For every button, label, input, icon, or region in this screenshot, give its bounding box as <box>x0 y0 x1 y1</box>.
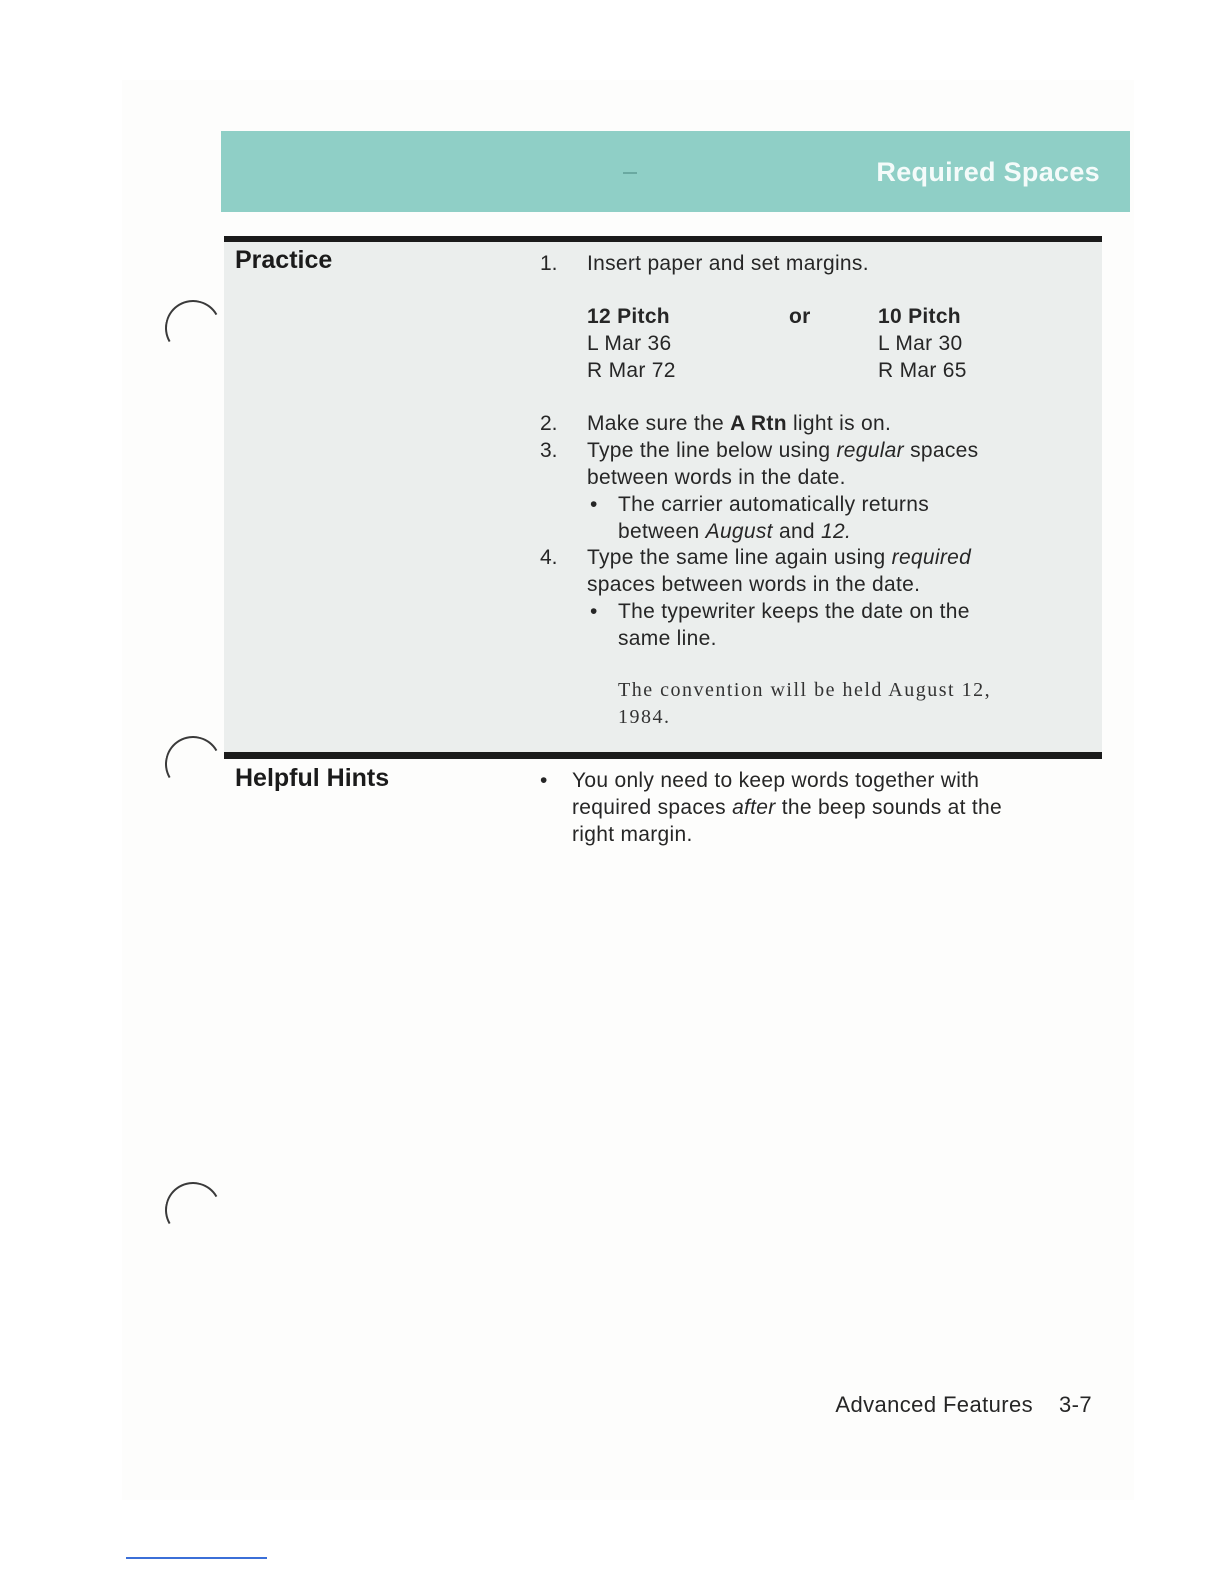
hint-line1: You only need to keep words together with <box>572 769 980 792</box>
pitch-or: or <box>789 305 811 328</box>
bullet-dot: • <box>540 769 548 792</box>
step-3-text: Type the line below using regular spaces <box>587 439 979 462</box>
step-4-text-line2: spaces between words in the date. <box>587 573 921 596</box>
pitch-12-left-margin: L Mar 36 <box>587 332 672 355</box>
pitch-10-left-margin: L Mar 30 <box>878 332 963 355</box>
header-mark <box>623 172 637 174</box>
practice-heading: Practice <box>235 246 333 274</box>
page-number: 3-7 <box>1059 1392 1092 1417</box>
underline-mark <box>126 1557 267 1559</box>
step-3-bullet-line2: between August and 12. <box>618 520 852 543</box>
step-number: 1. <box>540 252 558 275</box>
step-1-text: Insert paper and set margins. <box>587 252 869 275</box>
step-number: 4. <box>540 546 558 569</box>
step-3-text-line2: between words in the date. <box>587 466 846 489</box>
pitch-10-right-margin: R Mar 65 <box>878 359 967 382</box>
bullet-dot: • <box>590 493 598 516</box>
step-4-bullet-line2: same line. <box>618 627 717 650</box>
step-4-bullet-line1: The typewriter keeps the date on the <box>618 600 970 623</box>
hint-line3: right margin. <box>572 823 693 846</box>
helpful-hints-heading: Helpful Hints <box>235 764 390 792</box>
step-number: 3. <box>540 439 558 462</box>
pitch-12-title: 12 Pitch <box>587 305 670 328</box>
step-2-text: Make sure the A Rtn light is on. <box>587 412 892 435</box>
typed-sample-line2: 1984. <box>618 706 671 728</box>
page-footer <box>835 1392 1092 1418</box>
section-divider <box>224 752 1102 759</box>
step-4-text: Type the same line again using required <box>587 546 972 569</box>
bullet-dot: • <box>590 600 598 623</box>
step-number: 2. <box>540 412 558 435</box>
step-3-bullet-line1: The carrier automatically returns <box>618 493 930 516</box>
typed-sample-line1: The convention will be held August 12, <box>618 679 992 701</box>
pitch-10-title: 10 Pitch <box>878 305 961 328</box>
footer-section: Advanced Features <box>835 1392 1033 1417</box>
page-title: Required Spaces <box>876 157 1100 187</box>
hint-line2: required spaces after the beep sounds at the <box>572 796 1002 819</box>
header-band <box>221 131 1130 212</box>
pitch-12-right-margin: R Mar 72 <box>587 359 676 382</box>
